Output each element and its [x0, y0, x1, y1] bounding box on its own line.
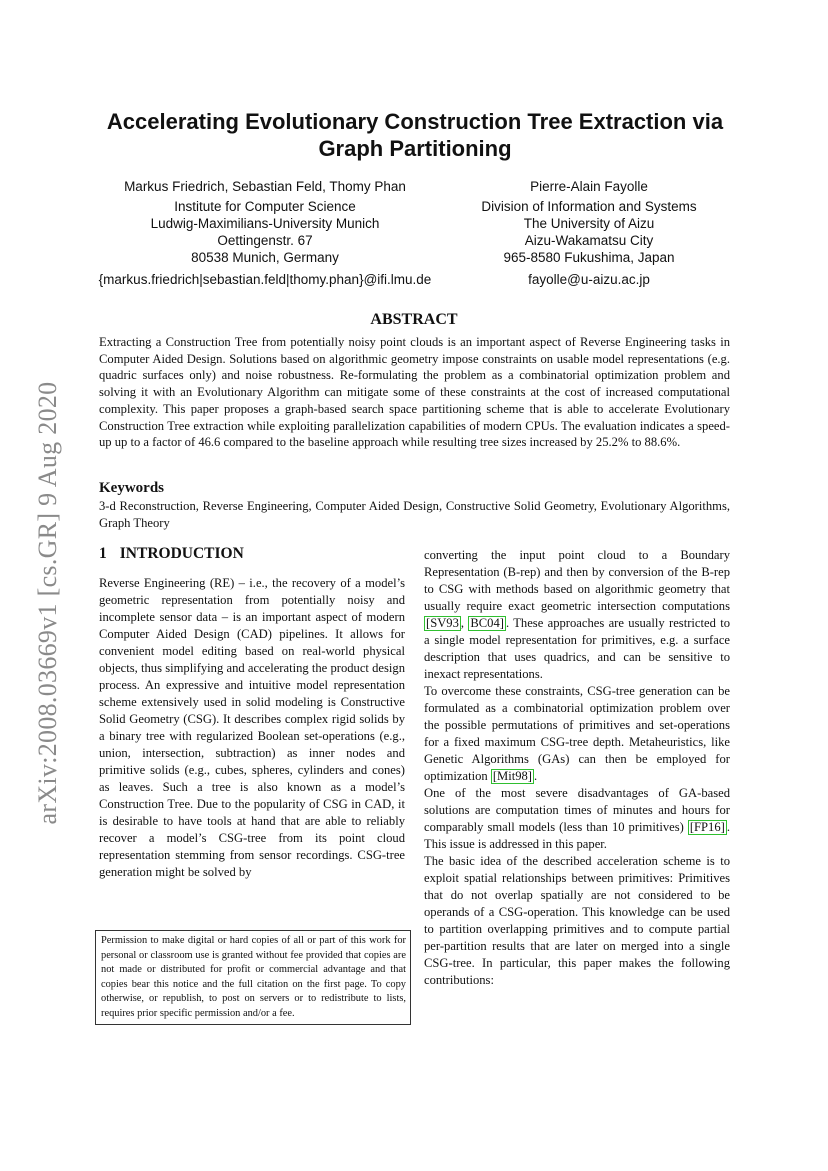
author-names-left: Markus Friedrich, Sebastian Feld, Thomy Phan [124, 179, 406, 194]
author-block-right [460, 178, 718, 288]
affiliation-line: The University of Aizu [523, 216, 655, 231]
arxiv-stamp-text: arXiv:2008.03669v1 [cs.GR] 9 Aug 2020 [33, 381, 62, 825]
affiliation-line: Institute for Computer Science [174, 199, 356, 214]
keywords-text: 3-d Reconstruction, Reverse Engineering, Computer Aided Design, Constructive Solid Geometry, Evolutionary Algorithms, Graph Theory [99, 499, 730, 530]
paper-title: Accelerating Evolutionary Construction Tree Extraction via Graph Partitioning [106, 109, 724, 161]
affiliation-line: Oettingenstr. 67 [217, 233, 313, 248]
citation-link-mit98[interactable]: [Mit98] [492, 769, 532, 783]
text-run: . [534, 769, 538, 783]
text-run: One of the most severe disadvantages of GA-based solutions are computation times of minutes and hours for comparably small models (less than 10 primitives) [424, 786, 730, 834]
paragraph [424, 785, 730, 853]
section-title: INTRODUCTION [119, 545, 244, 562]
section-heading [99, 545, 244, 563]
citation-link-fp16[interactable]: [FP16] [689, 820, 725, 834]
left-column [99, 575, 405, 881]
affiliation-line: 80538 Munich, Germany [191, 250, 339, 265]
permission-notice: Permission to make digital or hard copies of all or part of this work for personal or classroom use is granted without fee provided that copies are not made or distributed for profit or commercial advantage and that copies bear this notice and the full citation on the first page. To copy otherwise, or republish, to post on servers or to redistribute to lists, requires prior specific permission and/or a fee. [95, 930, 411, 1025]
paragraph [424, 683, 730, 785]
affiliation-line: Ludwig-Maximilians-University Munich [150, 216, 380, 231]
author-block-left [90, 178, 440, 288]
paragraph: Reverse Engineering (RE) – i.e., the recovery of a model’s geometric representation from potentially noisy and incomplete sensor data – is an important aspect of modern Computer Aided Design (CAD) pipelines. It allows for convenient model editing based on real-world physical objects, thus simplifying and accelerating the product design process. An expressive and intuitive model representation scheme extensively used in solid modeling is Constructive Solid Geometry (CSG). It describes complex rigid solids by a binary tree with regularized Boolean set-operations (e.g., union, intersection, subtraction) as inner nodes and primitive solids (e.g., cubes, spheres, cylinders and cones) as leaves. Such a tree is also known as a model’s Construction Tree. Due to the popularity of CSG in CAD, it is desirable to have tools at hand that are able to reliably recover a model’s CSG-tree from its point cloud representation stemming from sensor recordings. CSG-tree generation might be solved by [99, 576, 405, 879]
citation-link-sv93[interactable]: [SV93 [426, 616, 459, 630]
right-column [424, 547, 730, 989]
paragraph: The basic idea of the described acceleration scheme is to exploit spatial relationships between primitives: Primitives that do not overlap spatially are not considered to be operands of a CSG-operation. This knowledge can be used to partition overlapping primitives and to compute partial per-partition results that are later on merged into a single CSG-tree. In particular, this paper makes the following contributions: [424, 854, 730, 987]
citation-link-bc04[interactable]: BC04] [470, 616, 504, 630]
text-run: . These approaches are usually restricted to a single model representation for primitives, e.g. a surface description that uses quadrics, and can be sensitive to inexact representations. [424, 616, 730, 681]
citation-separator: , [460, 616, 469, 630]
paragraph [424, 547, 730, 683]
keywords-heading: Keywords [99, 480, 164, 496]
affiliation-line: Aizu-Wakamatsu City [524, 233, 654, 248]
affiliation-line: 965-8580 Fukushima, Japan [503, 250, 675, 265]
author-names-right: Pierre-Alain Fayolle [530, 179, 648, 194]
text-run: converting the input point cloud to a Boundary Representation (B-rep) and then by conversion of the B-rep to CSG with methods based on algorithmic geometry that usually require exact geometric intersection computations [424, 548, 730, 613]
abstract-heading: ABSTRACT [370, 311, 458, 328]
text-run: . This issue is addressed in this paper. [424, 820, 730, 851]
section-number: 1 [99, 545, 107, 562]
text-run: To overcome these constraints, CSG-tree generation can be formulated as a combinatorial optimization problem over the possible permutations of primitives and set-operations for a fixed maximum CSG-tree depth. Metaheuristics, like Genetic Algorithms (GAs) can then be employed for optimization [424, 684, 730, 783]
abstract-text: Extracting a Construction Tree from potentially noisy point clouds is an important aspect of Reverse Engineering tasks in Computer Aided Design. Solutions based on algorithmic geometry impose constraints on usable model representations (e.g. quadric surfaces only) and noise robustness. Re-formulating the problem as a combinatorial optimization problem and solving it with an Evolutionary Algorithm can mitigate some of these constraints at the cost of increased computational complexity. This paper proposes a graph-based search space partitioning scheme that is able to accelerate Evolutionary Construction Tree extraction while exploiting parallelization capabilities of modern CPUs. The evaluation indicates a speed-up up to a factor of 46.6 compared to the baseline approach while resulting tree sizes increased by 25.2% to 88.6%. [99, 335, 730, 450]
author-email-right: fayolle@u-aizu.ac.jp [528, 272, 650, 287]
affiliation-line: Division of Information and Systems [481, 199, 697, 214]
author-email-left: {markus.friedrich|sebastian.feld|thomy.phan}@ifi.lmu.de [98, 272, 432, 287]
